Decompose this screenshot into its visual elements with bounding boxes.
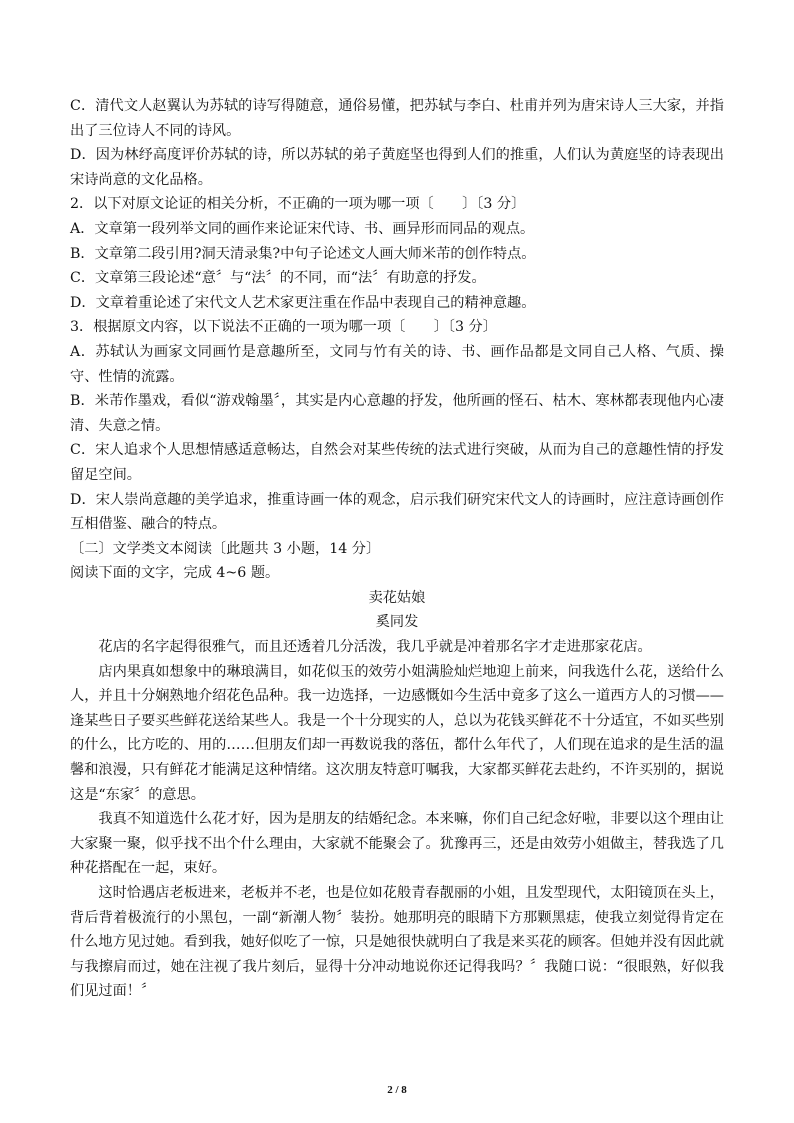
q2-option-a: A．文章第一段列举文同的画作来论证宋代诗、书、画异形而同品的观点。	[70, 220, 535, 237]
q2-option-d: D．文章着重论述了宋代文人艺术家更注重在作品中表现自己的精神意趣。	[70, 294, 536, 311]
q3-stem: 3．根据原文内容，以下说法不正确的一项为哪一项〔 〕〔3 分〕	[70, 319, 497, 336]
q2-stem: 2．以下对原文论证的相关分析，不正确的一项为哪一项〔 〕〔3 分〕	[70, 196, 526, 213]
document-body	[70, 94, 724, 1004]
story-paragraph-1: 花店的名字起得很雅气，而且还透着几分活泼，我几乎就是冲着那名字才走进那家花店。	[98, 639, 652, 656]
story-paragraph-4: 这时恰遇店老板进来，老板并不老，也是位如花般青春靓丽的小姐，且发型现代，太阳镜顶在头上，背后背着极流行的小黑包，一副“新潮人物〞装扮。她那明亮的眼睛下方那颗黑痣，使我立刻觉得肯定在什么地方见过她。看到我，她好似吃了一惊，只是她很快就明白了我是来买花的顾客。但她并没有因此就与我擦肩而过，她在注视了我片刻后，显得十分冲动地说你还记得我吗？〞我随口说：“很眼熟，好似我们见过面！〞	[70, 885, 724, 1000]
section-instruction: 阅读下面的文字，完成 4~6 题。	[70, 565, 280, 582]
page-number: 2 / 8	[387, 1084, 407, 1096]
q3-option-b: B．米芾作墨戏，看似“游戏翰墨〞，其实是内心意趣的抒发，他所画的怪石、枯木、寒林都表现他内心凄清、失意之情。	[70, 393, 724, 434]
story-paragraph-2: 店内果真如想象中的琳琅满目，如花似玉的效劳小姐满脸灿烂地迎上前来，问我选什么花，送给什么人，并且十分娴熟地介绍花色品种。我一边选择，一边感慨如今生活中竟多了这么一道西方人的习惯——逢某些日子要买些鲜花送给某些人。我是一个十分现实的人，总以为花钱买鲜花不十分适宜，不如买些别的什么，比方吃的、用的……但朋友们却一再数说我的落伍，都什么年代了，人们现在追求的是生活的温馨和浪漫，只有鲜花才能满足这种情绪。这次朋友特意叮嘱我，大家都买鲜花去赴约，不许买别的，据说这是“东家〞的意思。	[70, 663, 724, 803]
q1-option-c: C．清代文人赵翼认为苏轼的诗写得随意，通俗易懂，把苏轼与李白、杜甫并列为唐宋诗人三大家，并指出了三位诗人不同的诗风。	[70, 98, 724, 139]
story-author: 奚同发	[375, 614, 419, 631]
q3-option-c: C．宋人追求个人思想情感适意畅达，自然会对某些传统的法式进行突破，从而为自己的意趣性情的抒发留足空间。	[70, 442, 724, 483]
q1-option-d: D．因为林纾高度评价苏轼的诗，所以苏轼的弟子黄庭坚也得到人们的推重，人们认为黄庭坚的诗表现出宋诗尚意的文化品格。	[70, 147, 724, 188]
section-heading: 〔二〕文学类文本阅读〔此题共 3 小题，14 分〕	[70, 540, 381, 557]
story-paragraph-3: 我真不知道选什么花才好，因为是朋友的结婚纪念。本来嘛，你们自己纪念好啦，非要以这个理由让大家聚一聚，似乎找不出个什么理由，大家就不能聚会了。犹豫再三，还是由效劳小姐做主，替我选了几种花搭配在一起，束好。	[70, 811, 724, 877]
story-title: 卖花姑娘	[368, 589, 426, 606]
q2-option-b: B．文章第二段引用?洞天清录集?中句子论述文人画大师米芾的创作特点。	[70, 245, 536, 262]
q3-option-d: D．宋人崇尚意趣的美学追求，推重诗画一体的观念，启示我们研究宋代文人的诗画时，应注意诗画创作互相借鉴、融合的特点。	[70, 491, 724, 533]
q2-option-c: C．文章第三段论述“意〞与“法〞的不同，而“法〞有助意的抒发。	[70, 270, 486, 287]
q3-option-a: A．苏轼认为画家文同画竹是意趣所至，文同与竹有关的诗、书、画作品都是文同自己人格、气质、操守、性情的流露。	[70, 343, 724, 385]
